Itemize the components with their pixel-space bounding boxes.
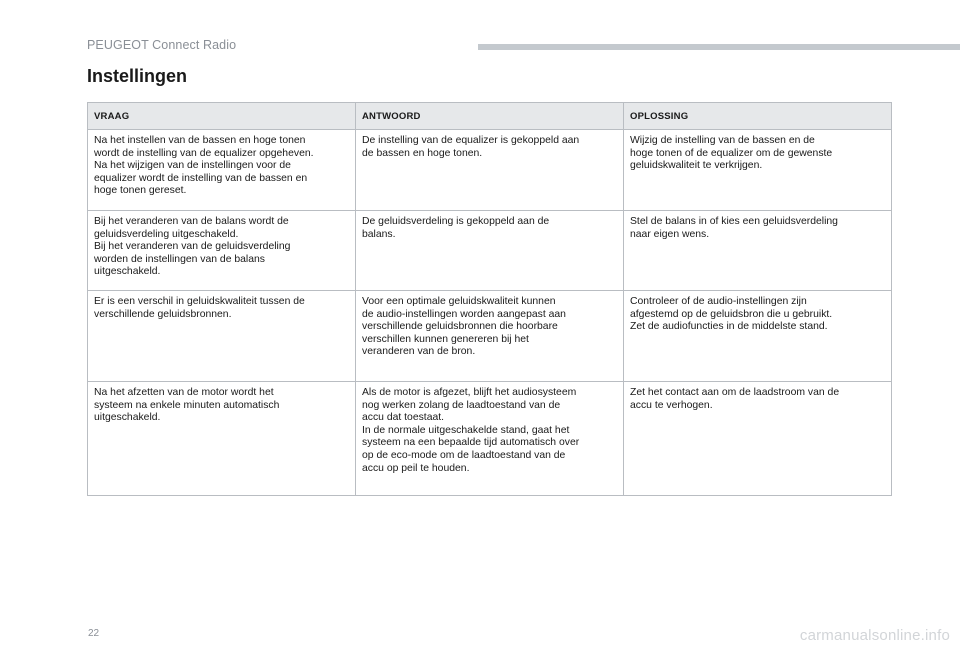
table-row — [88, 130, 892, 211]
page-number: 22 — [88, 628, 100, 639]
column-header-question: VRAAG — [88, 103, 356, 130]
question-cell: Bij het veranderen van de balans wordt de geluidsverdeling uitgeschakeld. Bij het veranderen van de geluidsverdeling worden de instellingen van de balans uitgeschakeld. — [88, 211, 356, 291]
table-row — [88, 211, 892, 291]
answer-cell: Voor een optimale geluidskwaliteit kunnen de audio-instellingen worden aangepast aan verschillende geluidsbronnen die hoorbare verschillen kunnen genereren bij het veranderen van de bron. — [356, 291, 624, 382]
troubleshooting-table — [87, 102, 892, 496]
table-row — [88, 291, 892, 382]
column-header-solution: OPLOSSING — [624, 103, 892, 130]
question-cell: Na het afzetten van de motor wordt het systeem na enkele minuten automatisch uitgeschakeld. — [88, 382, 356, 496]
solution-cell: Wijzig de instelling van de bassen en de hoge tonen of de equalizer om de gewenste geluidskwaliteit te verkrijgen. — [624, 130, 892, 211]
table-header-row — [88, 103, 892, 130]
question-cell: Na het instellen van de bassen en hoge tonen wordt de instelling van de equalizer opgeheven. Na het wijzigen van de instellingen voor de equalizer wordt de instelling van de bassen en hoge tonen gereset. — [88, 130, 356, 211]
header-divider-bar — [478, 44, 960, 50]
document-header-title: PEUGEOT Connect Radio — [87, 38, 237, 52]
solution-cell: Stel de balans in of kies een geluidsverdeling naar eigen wens. — [624, 211, 892, 291]
column-header-answer: ANTWOORD — [356, 103, 624, 130]
answer-cell: Als de motor is afgezet, blijft het audiosysteem nog werken zolang de laadtoestand van de accu dat toestaat. In de normale uitgeschakelde stand, gaat het systeem na een bepaalde tijd automatisch over op de eco-mode om de laadtoestand van de accu op peil te houden. — [356, 382, 624, 496]
answer-cell: De instelling van de equalizer is gekoppeld aan de bassen en hoge tonen. — [356, 130, 624, 211]
solution-cell: Controleer of de audio-instellingen zijn afgestemd op de geluidsbron die u gebruikt. Zet de audiofuncties in de middelste stand. — [624, 291, 892, 382]
table-row — [88, 382, 892, 496]
question-cell: Er is een verschil in geluidskwaliteit tussen de verschillende geluidsbronnen. — [88, 291, 356, 382]
watermark-text: carmanualsonline.info — [799, 627, 950, 644]
solution-cell: Zet het contact aan om de laadstroom van de accu te verhogen. — [624, 382, 892, 496]
answer-cell: De geluidsverdeling is gekoppeld aan de balans. — [356, 211, 624, 291]
page-title: Instellingen — [87, 66, 188, 86]
